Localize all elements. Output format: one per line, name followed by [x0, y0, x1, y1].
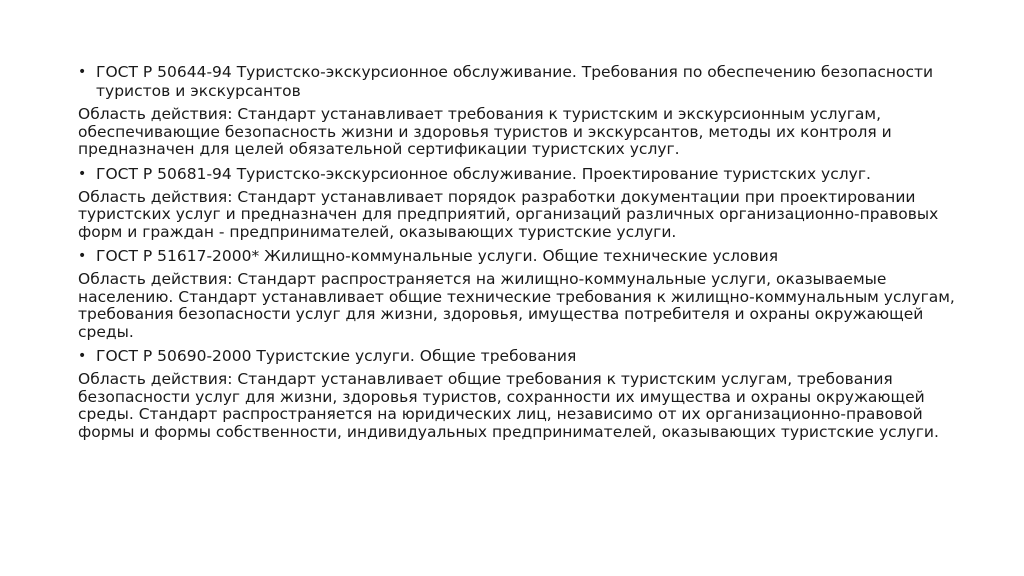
- standard-heading-2: [78, 165, 958, 184]
- bullet-icon: •: [78, 348, 87, 364]
- slide-content: [78, 63, 958, 447]
- scope-paragraph-4: Область действия: Стандарт устанавливает общие требования к туристским услугам, требования безопасности услуг для жизни, здоровья туристов, сохранности их имущества и охраны окружающей среды. Стандарт распространяется на юридических лиц, независимо от их организационно-правовой формы и формы собственности, индивидуальных предпринимателей, оказывающих туристские услуги.: [78, 370, 939, 441]
- bullet-icon: •: [78, 165, 87, 182]
- standard-heading-3: [78, 247, 958, 266]
- standard-title: ГОСТ Р 50681-94 Туристско-экскурсионное обслуживание. Проектирование туристских услуг.: [96, 164, 871, 183]
- bullet-icon: •: [78, 248, 87, 264]
- scope-paragraph-2: Область действия: Стандарт устанавливает порядок разработки документации при проектировании туристских услуг и предназначен для предприятий, организаций различных организационно-правовых форм и граждан - предпринимателей, оказывающих туристские услуги.: [78, 187, 939, 241]
- standard-heading-1: [78, 63, 958, 101]
- standard-title: ГОСТ Р 50644-94 Туристско-экскурсионное обслуживание. Требования по обеспечению безопасности туристов и экскурсантов: [96, 63, 934, 100]
- standard-title: ГОСТ Р 50690-2000 Туристские услуги. Общие требования: [96, 347, 577, 365]
- standard-heading-4: [78, 347, 958, 366]
- standard-title: ГОСТ Р 51617-2000* Жилищно-коммунальные услуги. Общие технические условия: [96, 247, 779, 265]
- scope-paragraph-3: Область действия: Стандарт распространяется на жилищно-коммунальные услуги, оказываемые населению. Стандарт устанавливает общие технические требования к жилищно-коммунальным услугам, требования безопасности услуг для жизни, здоровья, имущества потребителя и охраны окружающей среды.: [78, 270, 955, 341]
- bullet-icon: •: [78, 64, 87, 80]
- scope-paragraph-1: Область действия: Стандарт устанавливает требования к туристским и экскурсионным услугам, обеспечивающие безопасность жизни и здоровья туристов и экскурсантов, методы их контроля и предназначен для целей обязательной сертификации туристских услуг.: [78, 105, 892, 158]
